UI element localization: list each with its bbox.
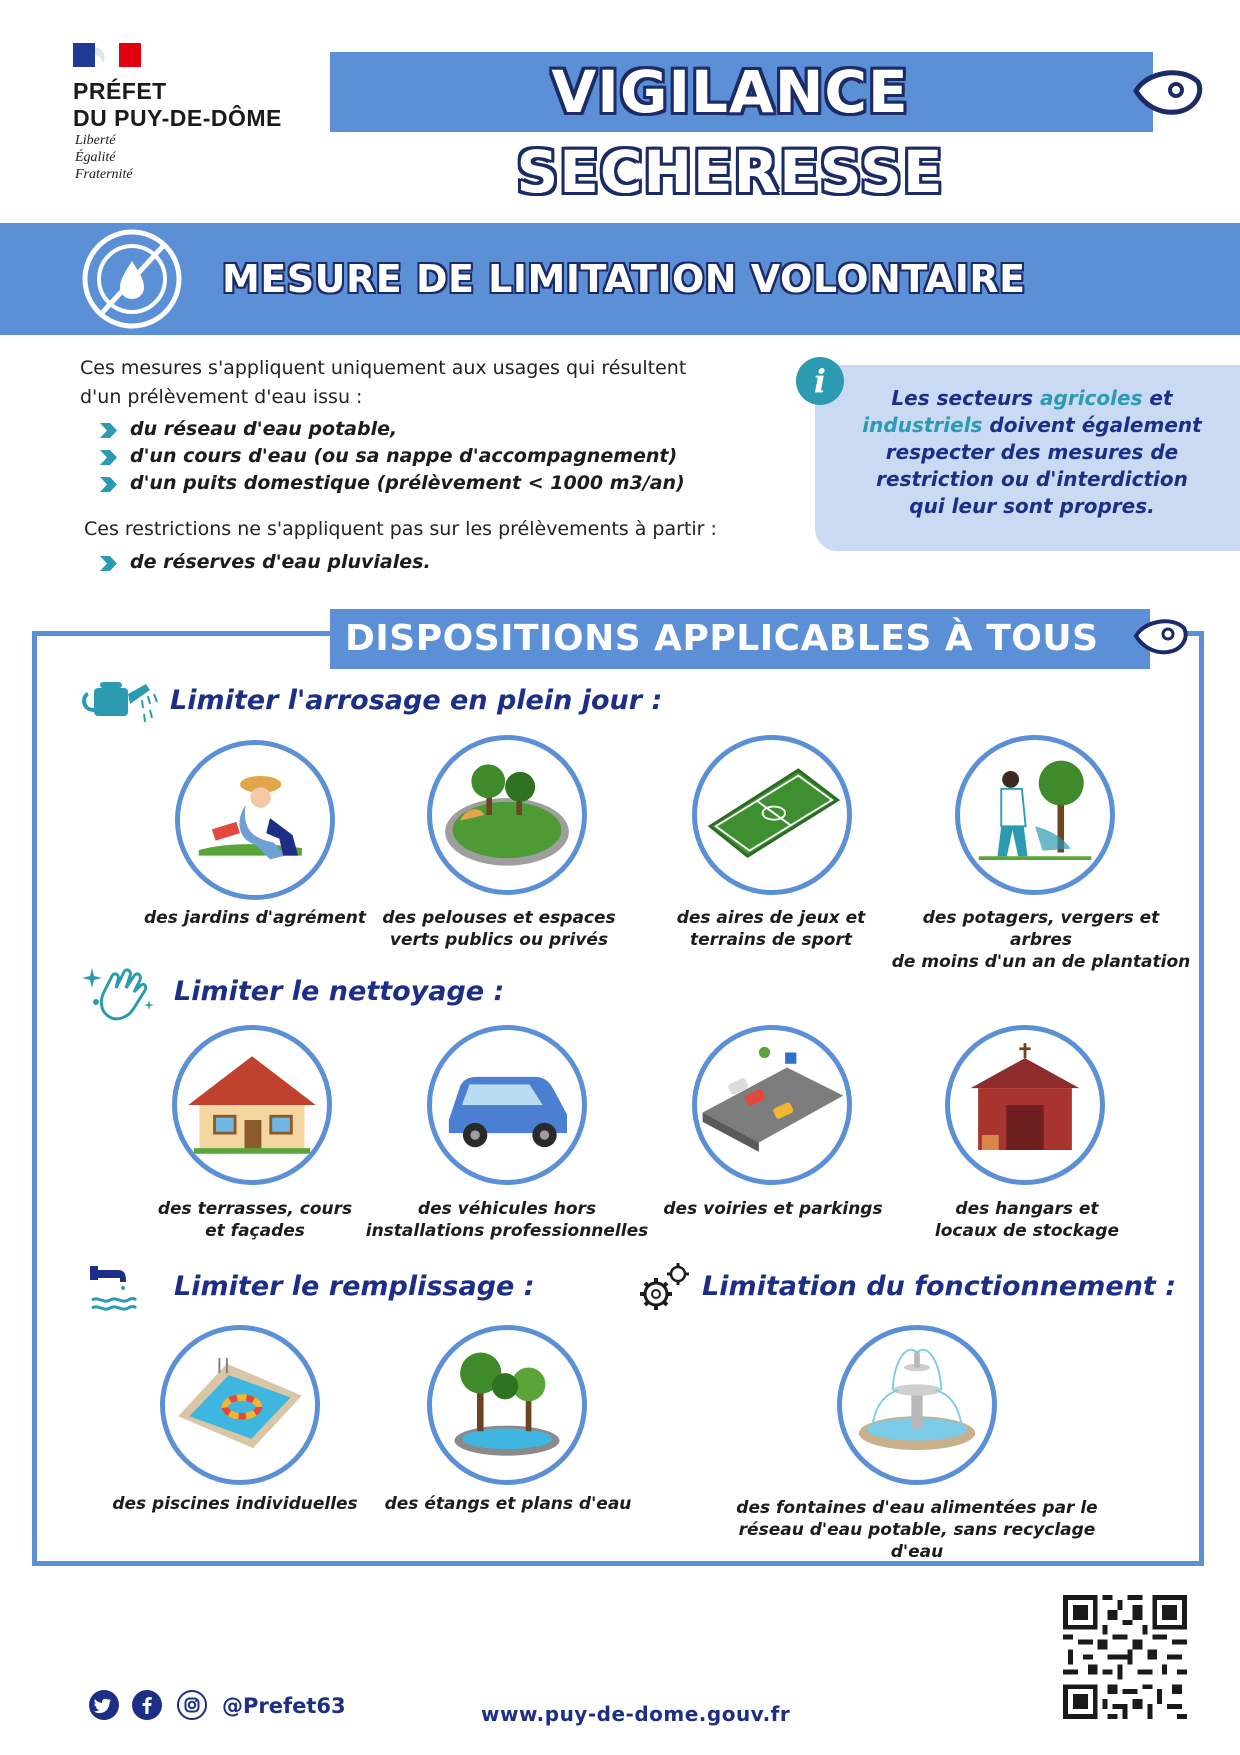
potagers-illustration (955, 735, 1115, 895)
caption-terrasses (110, 1198, 400, 1242)
bullet-text: du réseau d'eau potable, (130, 418, 398, 440)
caption-pelouses (354, 907, 644, 951)
qr-code (1063, 1595, 1187, 1719)
chevron-right-icon (98, 422, 118, 439)
instagram-icon[interactable] (177, 1690, 207, 1720)
caption-line2: de moins d'un an de plantation (891, 952, 1191, 972)
devise-liberte: Liberté (75, 133, 116, 148)
measure-title: MESURE DE LIMITATION VOLONTAIRE (222, 257, 1026, 301)
section-heading-nettoyage: Limiter le nettoyage : (174, 976, 505, 1007)
caption-line1: des hangars et (955, 1199, 1099, 1219)
page-title: VIGILANCE SECHERESSE (516, 58, 944, 206)
republique-flag-logo (73, 43, 141, 67)
eye-icon (1132, 64, 1204, 118)
list-item (98, 443, 685, 470)
list-item (98, 416, 685, 443)
caption-aires-jeux (626, 907, 916, 951)
list-item (98, 470, 685, 497)
chevron-right-icon (98, 555, 118, 572)
watering-can-icon (80, 670, 160, 742)
terrasses-illustration (172, 1025, 332, 1185)
devise-fraternite: Fraternité (75, 167, 133, 182)
eye-icon (1132, 613, 1190, 659)
bullet-text: d'un puits domestique (prélèvement < 1000 m3/an) (130, 472, 685, 494)
info-industriels: industriels (862, 413, 983, 437)
fontaines-illustration (837, 1325, 997, 1485)
caption-fontaines (712, 1497, 1122, 1563)
info-text (862, 385, 1202, 520)
dispositions-title: DISPOSITIONS APPLICABLES À TOUS (345, 618, 1099, 659)
info-agricoles: agricoles (1040, 386, 1143, 410)
prefet-line2: DU PUY-DE-DÔME (73, 105, 282, 131)
twitter-icon[interactable] (89, 1690, 119, 1720)
vehicules-illustration (427, 1025, 587, 1185)
facebook-icon[interactable] (132, 1690, 162, 1720)
info-part3: doivent également respecter des mesures de restriction ou d'interdiction qui leur sont propres. (876, 413, 1202, 518)
caption-line1: des étangs et plans d'eau (384, 1494, 632, 1514)
intro-bullets-2 (98, 549, 431, 576)
etangs-illustration (427, 1325, 587, 1485)
chevron-right-icon (98, 476, 118, 493)
caption-etangs (363, 1493, 653, 1515)
section-heading-fonctionnement: Limitation du fonctionnement : (702, 1271, 1177, 1302)
caption-line1: des pelouses et espaces (382, 908, 616, 928)
caption-line2: terrains de sport (690, 930, 852, 950)
jardins-illustration (175, 740, 335, 900)
hangars-illustration (945, 1025, 1105, 1185)
caption-line1: des terrasses, cours (157, 1199, 353, 1219)
piscines-illustration (160, 1325, 320, 1485)
intro-line1: Ces mesures s'appliquent uniquement aux usages qui résultent (80, 357, 687, 379)
voiries-illustration (692, 1025, 852, 1185)
devise (75, 132, 133, 183)
caption-line1: des véhicules hors (417, 1199, 597, 1219)
caption-voiries (628, 1198, 918, 1220)
bullet-text: de réserves d'eau pluviales. (130, 551, 431, 573)
intro-text (80, 354, 760, 412)
list-item (98, 549, 431, 576)
prefet-title (73, 78, 282, 132)
caption-line1: des piscines individuelles (112, 1494, 358, 1514)
caption-line2: verts publics ou privés (389, 930, 609, 950)
no-water-icon (80, 227, 184, 331)
tap-water-icon (88, 1262, 138, 1314)
caption-line2: installations professionnelles (365, 1221, 649, 1241)
caption-vehicules (362, 1198, 652, 1242)
section-heading-arrosage: Limiter l'arrosage en plein jour : (170, 685, 663, 716)
caption-line1: des potagers, vergers et arbres (922, 908, 1160, 950)
pelouses-illustration (427, 735, 587, 895)
bullet-text: d'un cours d'eau (ou sa nappe d'accompagnement) (130, 445, 678, 467)
intro-bullets (98, 416, 685, 497)
caption-line1: des fontaines d'eau alimentées par le (736, 1498, 1098, 1518)
info-icon (795, 356, 845, 406)
chevron-right-icon (98, 449, 118, 466)
caption-piscines (90, 1493, 380, 1515)
intro-line3: Ces restrictions ne s'appliquent pas sur les prélèvements à partir : (84, 518, 717, 540)
info-part2: et (1142, 386, 1173, 410)
prefet-line1: PRÉFET (73, 78, 167, 104)
caption-line2: réseau d'eau potable, sans recyclage d'eau (738, 1520, 1096, 1562)
section-heading-remplissage: Limiter le remplissage : (174, 1271, 535, 1302)
gears-icon (636, 1262, 692, 1314)
website-link[interactable]: www.puy-de-dome.gouv.fr (481, 1702, 791, 1726)
clean-hand-icon (82, 962, 154, 1024)
caption-line1: des voiries et parkings (663, 1199, 883, 1219)
caption-potagers (891, 907, 1191, 973)
terrain-sport-illustration (692, 735, 852, 895)
social-handle[interactable]: @Prefet63 (222, 1694, 346, 1718)
info-part1: Les secteurs (891, 386, 1041, 410)
svg-text:i: i (813, 362, 827, 400)
caption-line2: et façades (205, 1221, 305, 1241)
intro-line2: d'un prélèvement d'eau issu : (80, 386, 363, 408)
caption-line1: des jardins d'agrément (144, 908, 366, 928)
devise-egalite: Égalité (75, 150, 116, 165)
caption-line1: des aires de jeux et (676, 908, 866, 928)
caption-line2: locaux de stockage (934, 1221, 1120, 1241)
caption-hangars (882, 1198, 1172, 1242)
